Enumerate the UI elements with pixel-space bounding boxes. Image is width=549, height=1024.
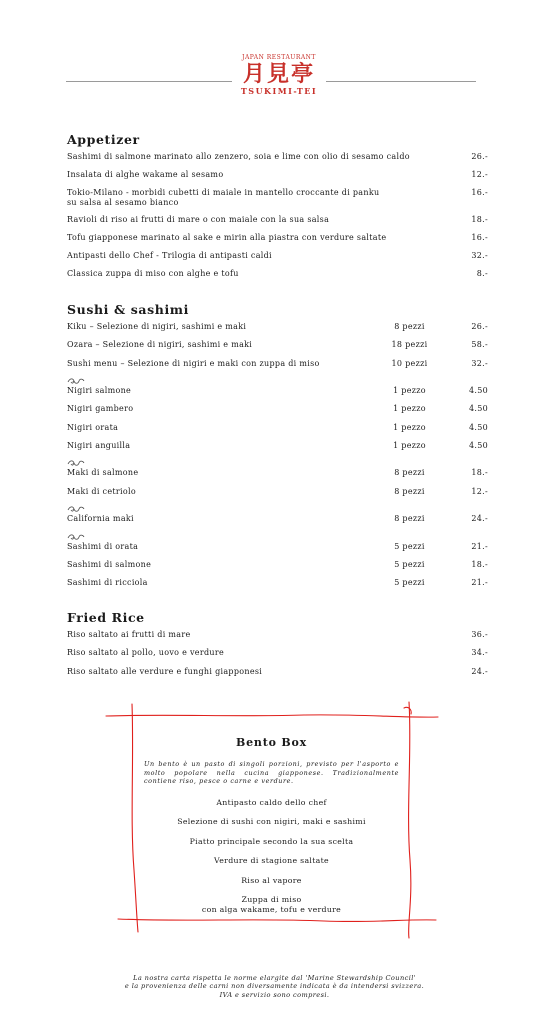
item-name: Tokio-Milano - morbidi cubetti di maiale in mantello croccante di panku (67, 188, 380, 197)
menu-item (67, 542, 488, 560)
sushi-section (67, 302, 488, 597)
item-name: Nigiri salmone (67, 386, 132, 396)
header-rule-right (326, 81, 476, 82)
menu-item (67, 152, 488, 170)
menu-item (67, 560, 488, 578)
item-price: 24.- (471, 666, 488, 676)
item-price: 18.- (471, 560, 488, 570)
appetizer-section (67, 132, 488, 287)
item-quantity: 1 pezzo (393, 440, 426, 450)
footer-notes (0, 974, 549, 999)
item-name: Riso saltato al pollo, uovo e verdure (67, 648, 225, 658)
header-rule-left (66, 81, 232, 82)
item-name: Insalata di alghe wakame al sesamo (67, 170, 224, 179)
item-price: 21.- (471, 578, 488, 588)
menu-item (67, 468, 488, 486)
item-name: Ozara – Selezione di nigiri, sashimi e maki (67, 340, 253, 350)
bento-item-last (144, 895, 399, 915)
section-title: Appetizer (67, 132, 140, 147)
item-name: Kiku – Selezione di nigiri, sashimi e maki (67, 322, 247, 331)
bento-item-line2: con alga wakame, tofu e verdure (201, 905, 342, 915)
item-name: Riso saltato ai frutti di mare (67, 630, 191, 639)
footer-line: e la provenienza delle carni non diversamente indicata è da intendersi svizzera. (124, 982, 425, 991)
item-quantity: 8 pezzi (394, 486, 425, 496)
item-name: Sashimi di salmone (67, 560, 152, 570)
item-quantity: 8 pezzi (394, 322, 425, 331)
item-price: 18.- (471, 215, 488, 224)
menu-item (67, 648, 488, 666)
item-price: 4.50 (468, 440, 488, 450)
footer-line: IVA e servizio sono compresi. (219, 990, 330, 999)
item-price: 21.- (471, 541, 488, 551)
item-price: 58.- (471, 340, 488, 350)
item-price: 4.50 (468, 404, 488, 414)
menu-item (67, 441, 488, 459)
restaurant-header (0, 54, 549, 104)
section-title: Fried Rice (67, 610, 145, 625)
menu-item (67, 170, 488, 188)
item-price: 16.- (471, 233, 488, 242)
item-price: 26.- (471, 152, 488, 161)
bento-item-line1: Zuppa di miso (241, 895, 302, 905)
item-quantity: 5 pezzi (394, 578, 425, 588)
item-name: California maki (67, 514, 134, 524)
menu-item (67, 359, 488, 377)
item-name: Maki di cetriolo (67, 486, 136, 496)
item-name: Riso saltato alle verdure e funghi giapponesi (67, 666, 263, 676)
item-name: Tofu giapponese marinato al sake e mirin alla piastra con verdure saltate (67, 233, 387, 242)
menu-item (67, 322, 488, 340)
restaurant-logo (232, 54, 326, 96)
item-name: Classica zuppa di miso con alghe e tofu (67, 269, 239, 278)
bento-box-panel (104, 700, 439, 940)
menu-item (67, 269, 488, 287)
item-name: Sashimi di ricciola (67, 578, 148, 588)
bento-intro: Un bento è un pasto di singoli porzioni, previsto per l'asporto e molto popolare nella cucina giapponese. Tradizionalmente contiene riso, pesce o carne e verdure. (144, 760, 399, 786)
item-name-line2: su salsa al sesamo bianco (67, 198, 179, 207)
item-name: Antipasti dello Chef - Trilogia di antipasti caldi (67, 251, 272, 260)
item-quantity: 5 pezzi (394, 541, 425, 551)
item-quantity: 5 pezzi (394, 560, 425, 570)
item-price: 32.- (471, 358, 488, 368)
item-name: Nigiri orata (67, 422, 119, 432)
item-price: 26.- (471, 322, 488, 331)
item-price: 32.- (471, 251, 488, 260)
item-price: 18.- (471, 468, 488, 478)
menu-item (67, 423, 488, 441)
menu-item (67, 578, 488, 596)
item-name: Ravioli di riso ai frutti di mare o con maiale con la sua salsa (67, 215, 330, 224)
footer-line: La nostra carta rispetta le norme elargite dal 'Marine Stewardship Council' (133, 974, 416, 982)
bento-item: Piatto principale secondo la sua scelta (189, 836, 354, 846)
logo-kanji: 月見亭 (242, 61, 315, 87)
bento-title: Bento Box (236, 736, 307, 749)
item-price: 8.- (476, 269, 488, 278)
menu-item (67, 404, 488, 422)
flourish-divider-icon (67, 377, 488, 386)
section-title: Sushi & sashimi (67, 302, 189, 317)
menu-item (67, 251, 488, 269)
item-price: 4.50 (468, 386, 488, 396)
bento-item: Selezione di sushi con nigiri, maki e sashimi (177, 817, 366, 827)
item-name: Sashimi di salmone marinato allo zenzero, soia e lime con olio di sesamo caldo (67, 152, 410, 161)
menu-item (67, 340, 488, 358)
item-quantity: 1 pezzo (393, 386, 426, 396)
menu-item (67, 630, 488, 648)
menu-item (67, 386, 488, 404)
flourish-divider-icon (67, 505, 488, 514)
bento-item: Verdure di stagione saltate (214, 856, 329, 866)
menu-item (67, 215, 488, 233)
fried-rice-section (67, 610, 488, 685)
item-name: Nigiri anguilla (67, 440, 131, 450)
item-quantity: 1 pezzo (393, 422, 426, 432)
flourish-divider-icon (67, 459, 488, 468)
item-quantity: 1 pezzo (393, 404, 426, 414)
item-quantity: 10 pezzi (391, 358, 428, 368)
item-quantity: 8 pezzi (394, 514, 425, 524)
logo-roman: TSUKIMI-TEI (240, 86, 318, 96)
bento-item: Riso al vapore (241, 875, 302, 885)
flourish-divider-icon (67, 533, 488, 542)
menu-item (67, 514, 488, 532)
item-name: Sushi menu – Selezione di nigiri e maki con zuppa di miso (67, 358, 320, 368)
item-price: 12.- (471, 486, 488, 496)
item-price: 12.- (471, 170, 488, 179)
item-name: Nigiri gambero (67, 404, 134, 414)
item-quantity: 18 pezzi (391, 340, 428, 350)
item-price: 24.- (471, 514, 488, 524)
item-price: 16.- (471, 188, 488, 197)
item-quantity: 8 pezzi (394, 468, 425, 478)
item-price: 34.- (471, 648, 488, 658)
bento-content (144, 736, 399, 915)
logo-subtitle: JAPAN RESTAURANT (242, 54, 316, 61)
menu-item (67, 188, 488, 215)
menu-item (67, 233, 488, 251)
item-price: 36.- (471, 630, 488, 639)
item-price: 4.50 (468, 422, 488, 432)
menu-item (67, 487, 488, 505)
item-name: Maki di salmone (67, 468, 139, 478)
item-name: Sashimi di orata (67, 541, 139, 551)
menu-item (67, 667, 488, 685)
bento-item: Antipasto caldo dello chef (216, 797, 327, 807)
